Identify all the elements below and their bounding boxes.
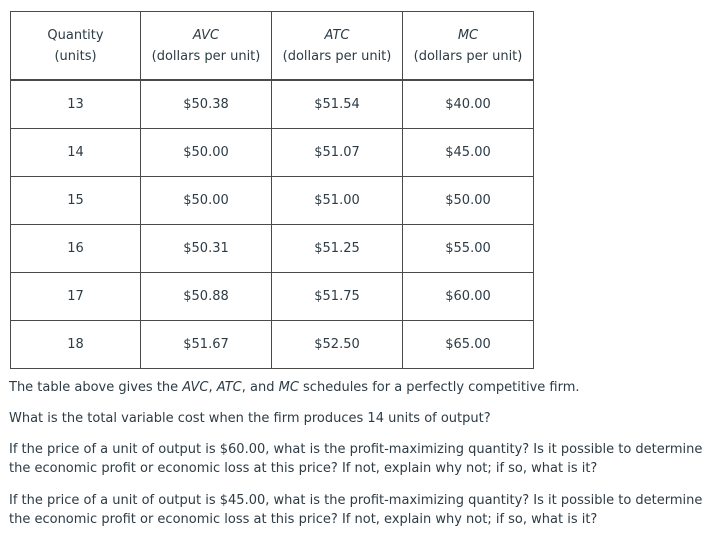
atc-cell: $51.07 bbox=[272, 129, 403, 177]
header-mc bbox=[403, 12, 534, 80]
table-header-row bbox=[11, 12, 534, 80]
header-atc-unit: (dollars per unit) bbox=[282, 48, 392, 64]
table-row bbox=[11, 273, 534, 321]
atc-cell: $51.75 bbox=[272, 273, 403, 321]
intro-prefix: The table above gives the bbox=[9, 380, 183, 395]
header-quantity bbox=[11, 12, 141, 80]
intro-suffix: schedules for a perfectly competitive firm. bbox=[298, 380, 580, 395]
header-avc-name: AVC bbox=[192, 27, 220, 43]
quantity-cell: 18 bbox=[11, 321, 141, 369]
question-3: If the price of a unit of output is $45.00, what is the profit-maximizing quantity? Is it possible to determine the economic profit or economic loss at this price? If not, explain why not; if so, what is it? bbox=[9, 493, 703, 527]
intro-atc-term: ATC bbox=[216, 380, 242, 395]
avc-cell: $50.31 bbox=[141, 225, 272, 273]
avc-cell: $51.67 bbox=[141, 321, 272, 369]
table-row bbox=[11, 177, 534, 225]
avc-cell: $50.00 bbox=[141, 177, 272, 225]
table-row bbox=[11, 321, 534, 369]
table-row bbox=[11, 81, 534, 129]
header-atc-name: ATC bbox=[324, 27, 350, 43]
intro-mc-term: MC bbox=[278, 380, 299, 395]
header-avc-unit: (dollars per unit) bbox=[151, 48, 261, 64]
mc-cell: $40.00 bbox=[403, 81, 534, 129]
header-quantity-unit: (units) bbox=[54, 48, 97, 64]
table-row bbox=[11, 225, 534, 273]
atc-cell: $51.25 bbox=[272, 225, 403, 273]
mc-cell: $45.00 bbox=[403, 129, 534, 177]
mc-cell: $55.00 bbox=[403, 225, 534, 273]
question-1: What is the total variable cost when the firm produces 14 units of output? bbox=[9, 411, 491, 426]
table-row bbox=[11, 129, 534, 177]
question-text-block bbox=[9, 378, 709, 542]
question-2: If the price of a unit of output is $60.00, what is the profit-maximizing quantity? Is it possible to determine the economic profit or economic loss at this price? If not, explain why not; if so, what is it? bbox=[9, 442, 703, 476]
header-atc bbox=[272, 12, 403, 80]
header-mc-unit: (dollars per unit) bbox=[413, 48, 523, 64]
mc-cell: $65.00 bbox=[403, 321, 534, 369]
header-avc bbox=[141, 12, 272, 80]
mc-cell: $60.00 bbox=[403, 273, 534, 321]
quantity-cell: 16 bbox=[11, 225, 141, 273]
quantity-cell: 17 bbox=[11, 273, 141, 321]
atc-cell: $52.50 bbox=[272, 321, 403, 369]
avc-cell: $50.38 bbox=[141, 81, 272, 129]
atc-cell: $51.54 bbox=[272, 81, 403, 129]
intro-avc-term: AVC bbox=[182, 380, 209, 395]
cost-schedule-table bbox=[10, 11, 534, 369]
quantity-cell: 13 bbox=[11, 81, 141, 129]
atc-cell: $51.00 bbox=[272, 177, 403, 225]
avc-cell: $50.88 bbox=[141, 273, 272, 321]
quantity-cell: 15 bbox=[11, 177, 141, 225]
mc-cell: $50.00 bbox=[403, 177, 534, 225]
header-mc-name: MC bbox=[457, 27, 479, 43]
intro-sentence bbox=[9, 378, 709, 397]
header-quantity-name: Quantity bbox=[47, 27, 104, 43]
quantity-cell: 14 bbox=[11, 129, 141, 177]
avc-cell: $50.00 bbox=[141, 129, 272, 177]
intro-separator: , and bbox=[241, 380, 279, 395]
intro-separator: , bbox=[208, 380, 217, 395]
